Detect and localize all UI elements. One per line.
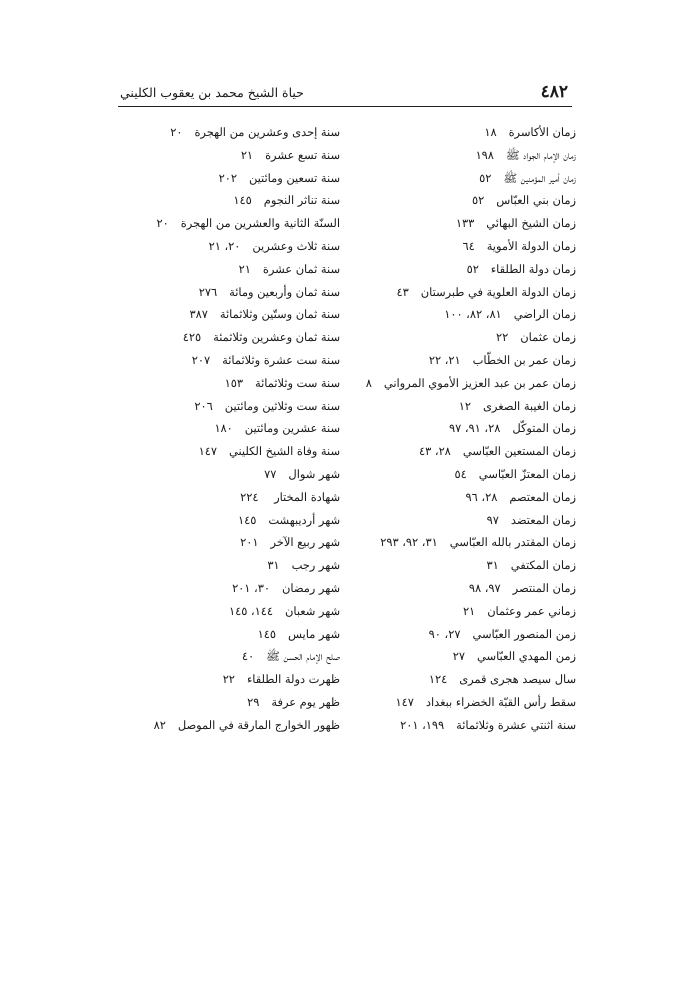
- index-entry: [144, 714, 340, 737]
- index-term: زمان الراضي: [513, 307, 576, 322]
- index-term: سنة ست وثلاثمائة: [254, 375, 340, 390]
- index-term: شهر شوال: [288, 466, 340, 481]
- index-term: زمان عثمان: [520, 330, 576, 345]
- index-page-numbers: ٧٧: [264, 466, 277, 481]
- index-page-numbers: ٢٧، ٩٠: [428, 626, 461, 641]
- index-page-numbers: ٢٤: [246, 489, 259, 504]
- index-term: صلح الإمام الحسن ﷺ: [266, 649, 340, 664]
- index-page-numbers: ٢٨، ٤٣: [419, 444, 451, 459]
- index-page-numbers: ٣١: [267, 558, 280, 573]
- index-page-numbers: ٩٧: [486, 512, 499, 527]
- index-entry: [336, 577, 576, 600]
- index-entry: [144, 623, 340, 646]
- index-entry: [336, 645, 576, 668]
- index-term: سنة ثمان وعشرين وثلاثمئة: [213, 330, 340, 345]
- index-entry: [336, 372, 576, 395]
- index-term: سنة إحدى وعشرين من الهجرة: [194, 125, 340, 139]
- index-term: زمان المنتصر: [512, 580, 576, 595]
- index-term: سنة ست عشرة وثلاثمائة: [222, 352, 340, 367]
- index-entry: [336, 167, 576, 190]
- index-term: زمان المقتدر بالله العبّاسي: [449, 535, 576, 550]
- index-page-numbers: ٣١، ٩٢، ٢٩٣: [380, 535, 438, 550]
- index-entry: [336, 144, 576, 167]
- index-term: شهر أرديبهشت: [268, 512, 340, 527]
- index-page-numbers: ٤٠: [241, 649, 255, 664]
- index-page-numbers: ٢١: [462, 603, 476, 618]
- index-entry: [336, 554, 576, 577]
- index-entry: [336, 189, 576, 212]
- index-page-numbers: ١٤٥: [233, 193, 252, 208]
- index-term: زمان الإمام الجواد ﷺ: [505, 147, 576, 162]
- index-term: سنة اثنتي عشرة وثلاثمائة: [456, 717, 576, 732]
- index-page-numbers: ٢٠٦: [194, 398, 213, 413]
- index-term: زماني عمر وعثمان: [487, 603, 576, 618]
- index-page-numbers: ٤٢٥: [182, 330, 202, 345]
- index-term: زمان الغيبة الصغرى: [483, 398, 576, 413]
- index-page-numbers: ٩٧، ٩٨: [468, 580, 501, 595]
- index-term: زمان المعتزّ العبّاسي: [478, 466, 576, 481]
- index-entry: [144, 281, 340, 304]
- index-entry: [144, 303, 340, 326]
- index-term: زمان الشيخ البهائي: [486, 216, 576, 231]
- index-entry: [144, 395, 340, 418]
- index-entry: [144, 668, 340, 691]
- index-term: ظهرت دولة الطلقاء: [246, 672, 340, 687]
- index-term: زمان الدولة الأموية: [486, 238, 576, 253]
- index-entry: [144, 440, 340, 463]
- index-page-numbers: ٢٠١: [240, 535, 259, 550]
- index-page-numbers: ١٤٧: [395, 694, 414, 709]
- index-page-numbers: ١٨: [484, 125, 497, 139]
- index-page-numbers: ١٤٧: [198, 444, 217, 459]
- index-entry: [144, 121, 340, 144]
- index-term: شهر رمضان: [281, 580, 340, 595]
- index-page-numbers: ٢٢: [496, 330, 509, 345]
- index-term: زمن المهدي العبّاسي: [477, 649, 576, 664]
- index-page-numbers: ٣٨٧: [189, 307, 208, 322]
- index-term: زمان المعتضد: [510, 512, 576, 527]
- index-page-numbers: ٥٤: [454, 466, 467, 481]
- index-entry: [336, 121, 576, 144]
- index-page-numbers: ٥٢: [472, 193, 485, 208]
- index-term: سال سيصد هجرى قمرى: [459, 672, 576, 687]
- index-entry: [336, 349, 576, 372]
- index-entry: [336, 417, 576, 440]
- index-page-numbers: ١٣٣: [455, 216, 475, 231]
- index-entry: [336, 395, 576, 418]
- index-term: شهر شعبان: [284, 603, 340, 618]
- index-term: زمان المتوكّل: [512, 421, 576, 436]
- index-page-numbers: ١٤٥: [257, 626, 277, 641]
- index-page-numbers: ٢٢: [222, 672, 235, 687]
- index-entry: [144, 189, 340, 212]
- index-term: السنّة الثانية والعشرين من الهجرة: [180, 216, 340, 231]
- index-page-numbers: ١٤٥: [237, 512, 257, 527]
- index-entry: [336, 440, 576, 463]
- index-entry: [336, 463, 576, 486]
- index-term: زمان بني العبّاس: [496, 193, 576, 208]
- index-term: سنة تسع عشرة: [265, 147, 340, 162]
- index-page-numbers: ٣٠، ٢٠١: [232, 580, 270, 595]
- index-page-numbers: ٢٨، ٩٦: [465, 489, 498, 504]
- index-term: سنة تناثر النجوم: [263, 193, 340, 208]
- index-page-numbers: ٢١: [238, 261, 251, 276]
- index-page-numbers: ١٨٠: [214, 421, 233, 436]
- index-entry: [336, 303, 576, 326]
- index-page-numbers: ٥٢: [466, 261, 479, 276]
- index-term: زمن المنصور العبّاسي: [472, 626, 576, 641]
- index-term: زمان عمر بن الخطّاب: [472, 352, 576, 367]
- index-page-numbers: ٢١: [240, 147, 254, 162]
- index-term: زمان المكتفي: [510, 558, 576, 573]
- index-page-numbers: ١٤٤، ١٤٥: [228, 603, 273, 618]
- index-page-numbers: ٢٠٧: [191, 352, 211, 367]
- index-entry: [144, 577, 340, 600]
- index-entry: [144, 235, 340, 258]
- index-term: زمان المستعين العبّاسي: [462, 444, 576, 459]
- running-header: [118, 82, 572, 107]
- index-term: زمان الدولة العلوية في طبرستان: [420, 284, 576, 299]
- index-entry: [144, 691, 340, 714]
- index-term: زمان عمر بن عبد العزيز الأموي المرواني: [383, 375, 576, 390]
- book-title: حياة الشيخ محمد بن يعقوب الكليني: [120, 85, 304, 100]
- index-page-numbers: ١٥٣: [224, 375, 243, 390]
- index-page-numbers: ١٢٤: [428, 672, 448, 687]
- index-entry: [144, 645, 340, 668]
- index-entry: [144, 167, 340, 190]
- index-entry: [144, 531, 340, 554]
- index-term: شهر مايس: [288, 626, 340, 641]
- index-entry: [336, 531, 576, 554]
- index-term: سنة ثمان وأربعين ومائة: [229, 284, 340, 299]
- index-page-numbers: ٨١، ٨٢، ١٠٠: [444, 307, 502, 322]
- index-entry: [144, 349, 340, 372]
- index-entry: [144, 372, 340, 395]
- index-column-right: [336, 121, 576, 737]
- index-page-numbers: ٢٠٢: [218, 170, 237, 185]
- index-term: سنة ثلاث وعشرين: [252, 238, 340, 253]
- index-entry: [144, 258, 340, 281]
- index-term: زمان دولة الطلقاء: [490, 261, 576, 276]
- index-entry: [336, 258, 576, 281]
- index-entry: [336, 326, 576, 349]
- index-page-numbers: ٢٠: [170, 125, 183, 139]
- index-term: شهر ربيع الآخر: [270, 535, 340, 550]
- index-page-numbers: ٨: [365, 375, 372, 390]
- index-page-numbers: ٢٩: [247, 694, 260, 709]
- index-page-numbers: ٢٠: [156, 216, 169, 231]
- index-page-numbers: ٥٢: [479, 170, 492, 185]
- index-entry: [336, 212, 576, 235]
- index-term: سنة وفاة الشيخ الكليني: [229, 444, 340, 459]
- index-entry: [144, 326, 340, 349]
- index-page-numbers: ٤٣: [396, 284, 409, 299]
- index-column-left: [144, 121, 340, 737]
- index-entry: [144, 144, 340, 167]
- index-page-numbers: ٢٧٦: [198, 284, 218, 299]
- index-term: زمان أمير المؤمنين ﷺ: [503, 170, 576, 185]
- index-term: ظهور الخوارج المارقة في الموصل: [177, 717, 340, 732]
- index-page-numbers: ١٩٨: [475, 147, 494, 162]
- index-entry: [336, 668, 576, 691]
- index-term: سنة ثمان وستّين وثلاثمائة: [219, 307, 340, 322]
- index-page-numbers: ٢١، ٢٢: [428, 352, 461, 367]
- index-page-numbers: ٣١: [486, 558, 499, 573]
- index-entry: [336, 509, 576, 532]
- index-entry: [144, 486, 340, 509]
- index-entry: [144, 554, 340, 577]
- index-page-numbers: ١٩٩، ٢٠١: [400, 717, 445, 732]
- index-term: سقط رأس القبّة الخضراء ببغداد: [425, 694, 576, 709]
- index-term: زمان المعتصم: [509, 489, 576, 504]
- index-entry: [336, 600, 576, 623]
- index-entry: [144, 600, 340, 623]
- index-entry: [144, 509, 340, 532]
- index-page-numbers: ٨٢: [153, 717, 166, 732]
- index-term: سنة ست وثلاثين ومائتين: [224, 398, 340, 413]
- index-term: سنة ثمان عشرة: [262, 261, 340, 276]
- index-entry: [336, 714, 576, 737]
- index-term: زمان الأكاسرة: [508, 125, 576, 139]
- index-page-numbers: ٦٤: [462, 238, 475, 253]
- index-entry: [336, 235, 576, 258]
- index-term: سنة عشرين ومائتين: [244, 421, 340, 436]
- index-entry: [336, 691, 576, 714]
- index-term: شهر رجب: [291, 558, 340, 573]
- index-entry: [336, 486, 576, 509]
- index-page-numbers: ٢٠، ٢١: [208, 238, 241, 253]
- index-term: ظهر يوم عرفة: [271, 694, 340, 709]
- index-entry: [336, 281, 576, 304]
- index-entry: [336, 623, 576, 646]
- index-entry: [144, 463, 340, 486]
- index-entry: [144, 417, 340, 440]
- index-page-numbers: ١٢: [458, 398, 471, 413]
- index-term: شهادة المختار ٢: [240, 489, 340, 504]
- page-number: ٤٨٢: [540, 82, 568, 102]
- index-page-numbers: ٢٨، ٩١، ٩٧: [448, 421, 501, 436]
- index-term: سنة تسعين ومائتين: [248, 170, 340, 185]
- index-page-numbers: ٢٧: [452, 649, 466, 664]
- index-entry: [144, 212, 340, 235]
